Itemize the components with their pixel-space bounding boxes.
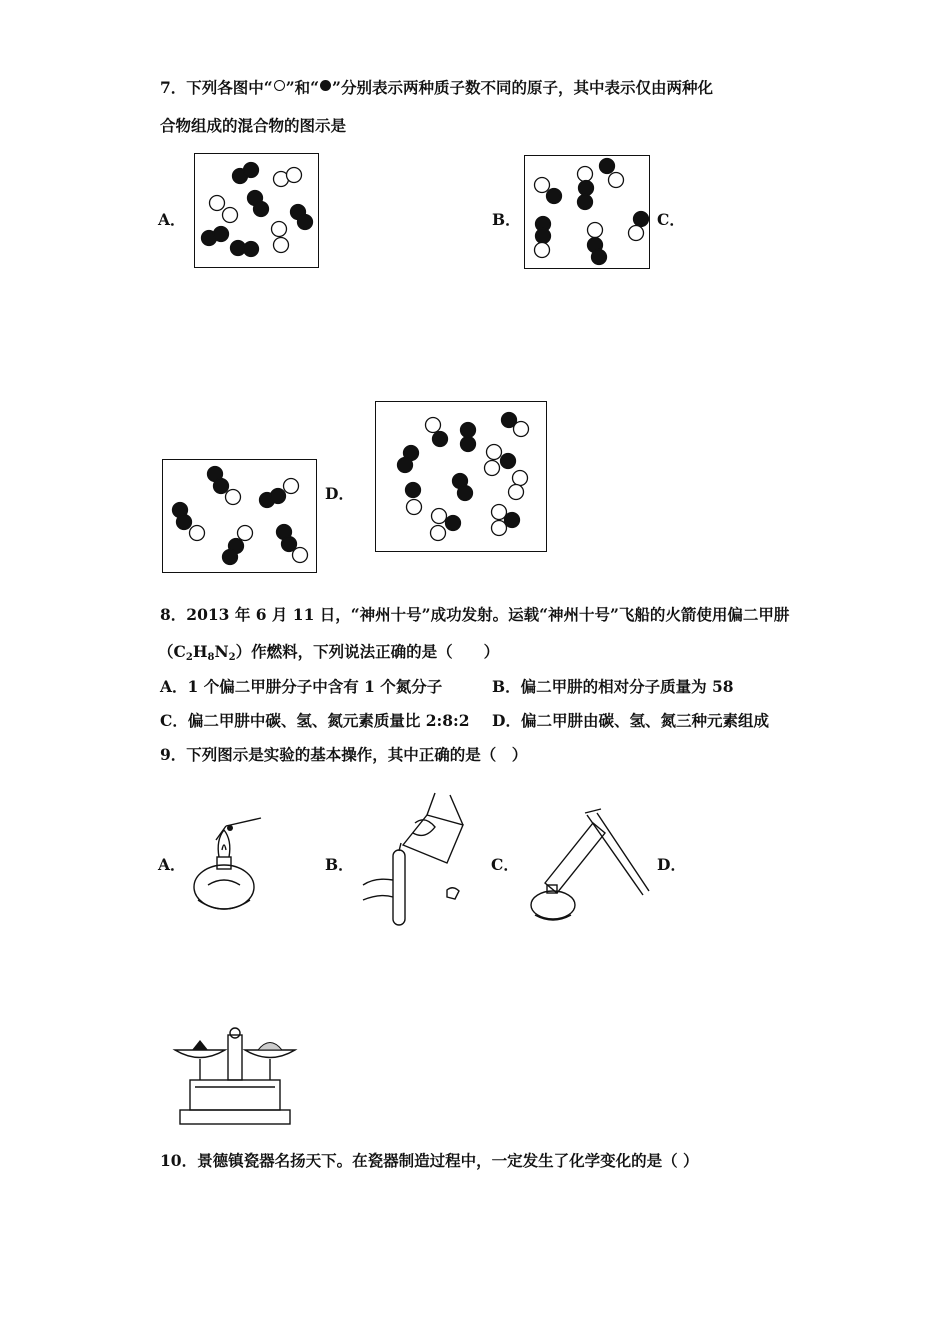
q8-formula-part: N	[214, 642, 229, 661]
q7-figure-a	[194, 153, 319, 268]
q7-stem-part3: ”分别表示两种质子数不同的原子，其中表示仅由两种化	[332, 78, 713, 97]
q7-stem-part1: 7．下列各图中“	[160, 78, 273, 97]
q8-stem-line1: 8．2013 年 6 月 11 日，“神州十号”成功发射。运载“神州十号”飞船的火箭使用偏二甲肼	[160, 605, 790, 624]
molecule-diagram-b	[525, 156, 651, 270]
alcohol-lamp-icon	[186, 810, 266, 920]
q8-formula-sub: 2	[228, 652, 236, 663]
white-atom-icon	[274, 80, 285, 91]
q9-figure-d-balance	[170, 1025, 300, 1130]
q8-option-d: D．偏二甲肼由碳、氢、氮三种元素组成	[492, 711, 769, 730]
q9-option-d-label: D．	[657, 855, 686, 874]
q8-formula-sub: 8	[207, 652, 215, 663]
q8-stem-line2	[158, 642, 499, 668]
q8-stem-tail: ）作燃料，下列说法正确的是（ ）	[235, 642, 500, 661]
q9-figure-a-lamp-lighting	[186, 810, 266, 920]
q8-formula-part: （C	[158, 642, 186, 661]
q7-option-a-label: A．	[158, 210, 186, 229]
q9-option-b-label: B．	[325, 855, 354, 874]
heating-test-tube-icon	[525, 805, 655, 925]
q9-figure-b-pouring-liquid	[355, 785, 475, 930]
q8-formula-sub: 2	[185, 652, 193, 663]
pouring-test-tube-icon	[355, 785, 475, 930]
q7-figure-d	[375, 401, 547, 552]
q7-option-b-label: B．	[492, 210, 521, 229]
q8-option-c: C．偏二甲肼中碳、氢、氮元素质量比 2:8:2	[160, 711, 470, 730]
q9-stem: 9．下列图示是实验的基本操作，其中正确的是（ ）	[160, 745, 528, 764]
q9-option-a-label: A．	[158, 855, 186, 874]
molecule-diagram-c	[163, 460, 318, 574]
q8-option-a: A．1 个偏二甲肼分子中含有 1 个氮分子	[160, 677, 443, 696]
q7-figure-b	[524, 155, 650, 269]
molecule-diagram-d	[376, 402, 548, 553]
q8-formula-part: H	[192, 642, 208, 661]
q7-stem-part2: ”和“	[285, 78, 320, 97]
q7-stem-line2: 合物组成的混合物的图示是	[160, 116, 347, 135]
q10-stem: 10．景德镇瓷器名扬天下。在瓷器制造过程中，一定发生了化学变化的是（ ）	[160, 1151, 699, 1170]
molecule-diagram-a	[195, 154, 320, 269]
q7-option-c-label: C．	[657, 210, 685, 229]
q9-option-c-label: C．	[491, 855, 519, 874]
q7-stem-line1	[160, 78, 713, 98]
q8-option-b: B．偏二甲肼的相对分子质量为 58	[492, 677, 734, 696]
q9-figure-c-heating-tube	[525, 805, 655, 925]
balance-scale-icon	[170, 1025, 300, 1130]
q7-option-d-label: D．	[325, 484, 354, 503]
black-atom-icon	[320, 80, 331, 91]
q7-figure-c	[162, 459, 317, 573]
